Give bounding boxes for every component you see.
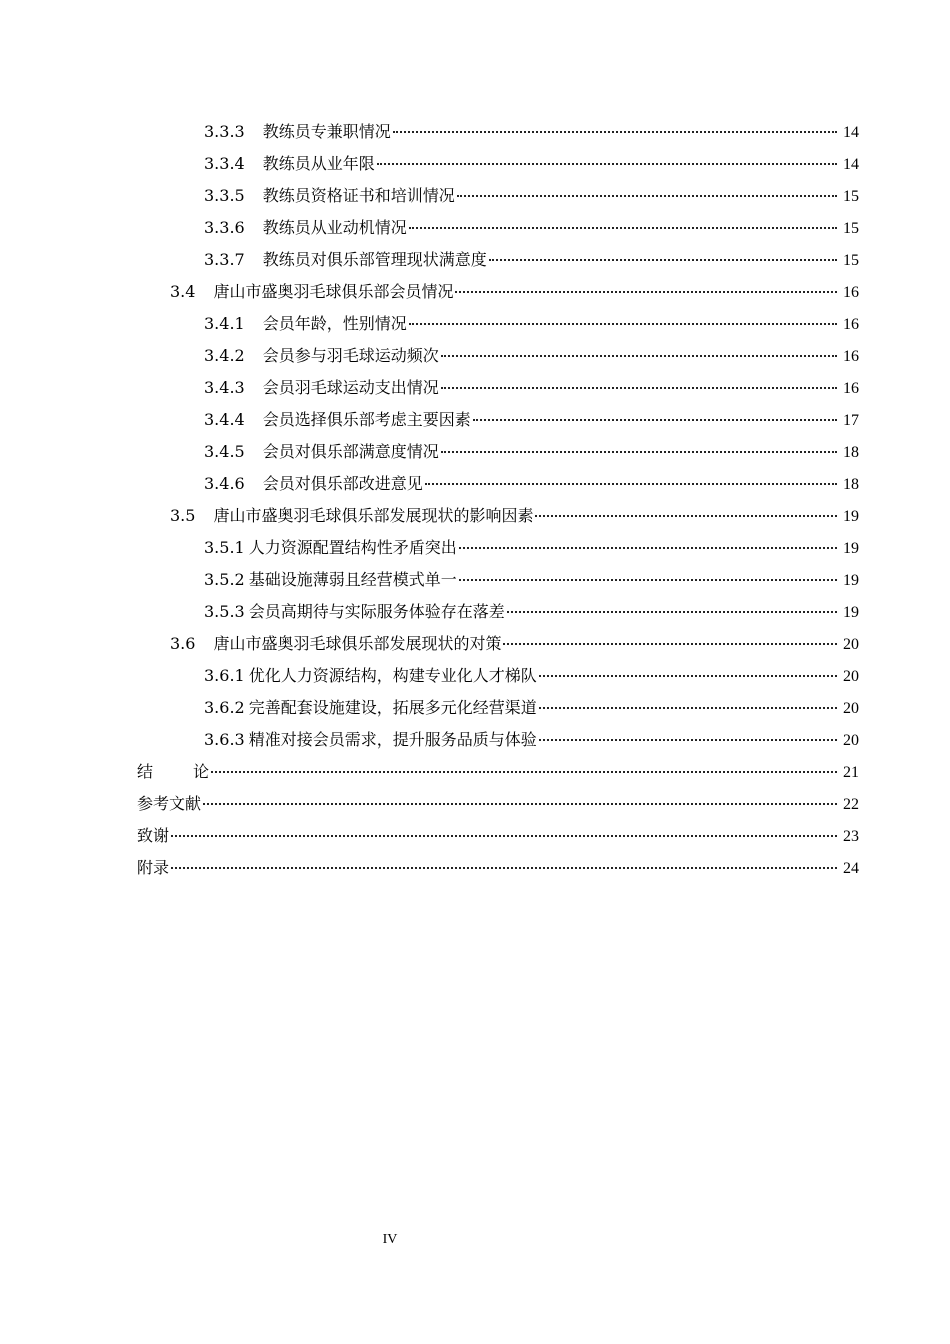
toc-entry-title: 会员参与羽毛球运动频次 <box>262 346 439 365</box>
toc-entry-3-6-1[interactable] <box>0 660 950 692</box>
toc-dot-leader <box>393 113 837 133</box>
toc-dot-leader <box>171 849 837 869</box>
toc-entry-title: 会员年龄，性别情况 <box>262 314 407 333</box>
toc-entry-3-4[interactable] <box>0 276 950 308</box>
toc-entry-title: 参考文献 <box>137 794 202 813</box>
toc-entry-appendix[interactable] <box>0 852 950 884</box>
toc-entry-page: 19 <box>843 572 859 589</box>
toc-entry-3-3-5[interactable] <box>0 180 950 212</box>
toc-entry-page: 17 <box>843 412 859 429</box>
toc-entry-title-part1: 结 <box>137 762 154 781</box>
toc-entry-number: 3.3.4 <box>204 154 245 173</box>
toc-entry-title: 人力资源配置结构性矛盾突出 <box>248 538 457 557</box>
toc-entry-3-5-3[interactable] <box>0 596 950 628</box>
toc-entry-3-4-3[interactable] <box>0 372 950 404</box>
toc-entry-number: 3.5 <box>170 506 196 525</box>
toc-entry-page: 24 <box>843 860 859 877</box>
toc-entry-number: 3.4.4 <box>204 410 245 429</box>
toc-entry-number: 3.5.3 <box>204 602 245 621</box>
toc-entry-page: 23 <box>843 828 859 845</box>
toc-dot-leader <box>203 785 837 805</box>
toc-entry-page: 19 <box>843 540 859 557</box>
toc-entry-page: 19 <box>843 508 859 525</box>
toc-entry-3-5-1[interactable] <box>0 532 950 564</box>
toc-dot-leader <box>535 497 837 517</box>
toc-entry-number: 3.4.1 <box>204 314 245 333</box>
toc-entry-page: 14 <box>843 156 859 173</box>
toc-entry-number: 3.4.5 <box>204 442 245 461</box>
toc-entry-number: 3.6.2 <box>204 698 245 717</box>
toc-entry-number: 3.6.3 <box>204 730 245 749</box>
toc-dot-leader <box>409 305 837 325</box>
toc-entry-number: 3.5.2 <box>204 570 245 589</box>
toc-entry-3-5-2[interactable] <box>0 564 950 596</box>
toc-entry-3-3-7[interactable] <box>0 244 950 276</box>
toc-entry-page: 18 <box>843 444 859 461</box>
toc-entry-number: 3.4.3 <box>204 378 245 397</box>
toc-entry-references[interactable] <box>0 788 950 820</box>
toc-dot-leader <box>377 145 837 165</box>
toc-entry-page: 16 <box>843 380 859 397</box>
toc-entry-3-6-2[interactable] <box>0 692 950 724</box>
toc-entry-page: 15 <box>843 252 859 269</box>
toc-entry-page: 16 <box>843 348 859 365</box>
toc-entry-page: 20 <box>843 732 859 749</box>
toc-entry-3-6-3[interactable] <box>0 724 950 756</box>
toc-entry-title: 教练员从业年限 <box>262 154 375 173</box>
toc-entry-title: 会员对俱乐部满意度情况 <box>262 442 439 461</box>
toc-entry-page: 22 <box>843 796 859 813</box>
toc-entry-title: 教练员专兼职情况 <box>262 122 391 141</box>
toc-entry-number: 3.4.6 <box>204 474 245 493</box>
toc-entry-title: 会员羽毛球运动支出情况 <box>262 378 439 397</box>
toc-entry-page: 21 <box>843 764 859 781</box>
toc-dot-leader <box>539 657 837 677</box>
toc-dot-leader <box>441 369 837 389</box>
toc-entry-number: 3.3.3 <box>204 122 245 141</box>
toc-entry-3-4-1[interactable] <box>0 308 950 340</box>
toc-entry-title: 唐山市盛奥羽毛球俱乐部发展现状的影响因素 <box>213 506 534 525</box>
toc-entry-title: 唐山市盛奥羽毛球俱乐部会员情况 <box>213 282 454 301</box>
toc-entry-page: 15 <box>843 220 859 237</box>
toc-entry-3-4-4[interactable] <box>0 404 950 436</box>
toc-entry-number: 3.3.5 <box>204 186 245 205</box>
toc-dot-leader <box>441 337 837 357</box>
toc-entry-number: 3.5.1 <box>204 538 245 557</box>
toc-dot-leader <box>455 273 837 293</box>
toc-entry-title: 会员高期待与实际服务体验存在落差 <box>248 602 505 621</box>
toc-entry-title: 致谢 <box>137 826 170 845</box>
toc-dot-leader <box>473 401 837 421</box>
toc-dot-leader <box>457 177 837 197</box>
toc-dot-leader <box>409 209 837 229</box>
toc-entry-3-4-2[interactable] <box>0 340 950 372</box>
toc-entry-3-3-6[interactable] <box>0 212 950 244</box>
toc-dot-leader <box>539 721 837 741</box>
toc-entry-title: 教练员对俱乐部管理现状满意度 <box>262 250 487 269</box>
toc-entry-title: 会员选择俱乐部考虑主要因素 <box>262 410 471 429</box>
toc-entry-title: 教练员资格证书和培训情况 <box>262 186 455 205</box>
toc-entry-title-part2: 论 <box>193 762 210 781</box>
page-number: IV <box>382 1232 398 1247</box>
toc-entry-3-6[interactable] <box>0 628 950 660</box>
toc-entry-title: 唐山市盛奥羽毛球俱乐部发展现状的对策 <box>213 634 502 653</box>
toc-entry-number: 3.3.7 <box>204 250 245 269</box>
toc-entry-number: 3.6.1 <box>204 666 245 685</box>
toc-entry-page: 19 <box>843 604 859 621</box>
toc-dot-leader <box>211 753 837 773</box>
toc-entry-3-4-5[interactable] <box>0 436 950 468</box>
toc-entry-page: 18 <box>843 476 859 493</box>
toc-entry-number: 3.4 <box>170 282 196 301</box>
toc-entry-page: 20 <box>843 700 859 717</box>
toc-entry-title: 教练员从业动机情况 <box>262 218 407 237</box>
toc-entry-page: 20 <box>843 636 859 653</box>
toc-entry-page: 14 <box>843 124 859 141</box>
toc-entry-page: 16 <box>843 316 859 333</box>
toc-dot-leader <box>171 817 837 837</box>
toc-entry-3-3-3[interactable] <box>0 116 950 148</box>
toc-entry-conclusion[interactable] <box>0 756 950 788</box>
toc-dot-leader <box>503 625 837 645</box>
toc-entry-page: 16 <box>843 284 859 301</box>
toc-entry-number: 3.4.2 <box>204 346 245 365</box>
toc-dot-leader <box>459 561 837 581</box>
toc-entry-title <box>137 756 209 788</box>
toc-entry-number: 3.6 <box>170 634 196 653</box>
toc-dot-leader <box>441 433 837 453</box>
toc-entry-acknowledgements[interactable] <box>0 820 950 852</box>
table-of-contents <box>0 116 950 884</box>
toc-entry-title: 精准对接会员需求，提升服务品质与体验 <box>248 730 537 749</box>
toc-dot-leader <box>507 593 837 613</box>
toc-entry-page: 20 <box>843 668 859 685</box>
toc-entry-3-5[interactable] <box>0 500 950 532</box>
toc-dot-leader <box>539 689 837 709</box>
toc-dot-leader <box>489 241 837 261</box>
toc-entry-3-3-4[interactable] <box>0 148 950 180</box>
toc-dot-leader <box>425 465 837 485</box>
toc-dot-leader <box>459 529 837 549</box>
toc-entry-number: 3.3.6 <box>204 218 245 237</box>
toc-entry-page: 15 <box>843 188 859 205</box>
toc-entry-title: 附录 <box>137 858 170 877</box>
toc-entry-title: 完善配套设施建设，拓展多元化经营渠道 <box>248 698 537 717</box>
toc-entry-3-4-6[interactable] <box>0 468 950 500</box>
toc-entry-title: 会员对俱乐部改进意见 <box>262 474 423 493</box>
toc-entry-title: 优化人力资源结构，构建专业化人才梯队 <box>248 666 537 685</box>
toc-entry-title: 基础设施薄弱且经营模式单一 <box>248 570 457 589</box>
